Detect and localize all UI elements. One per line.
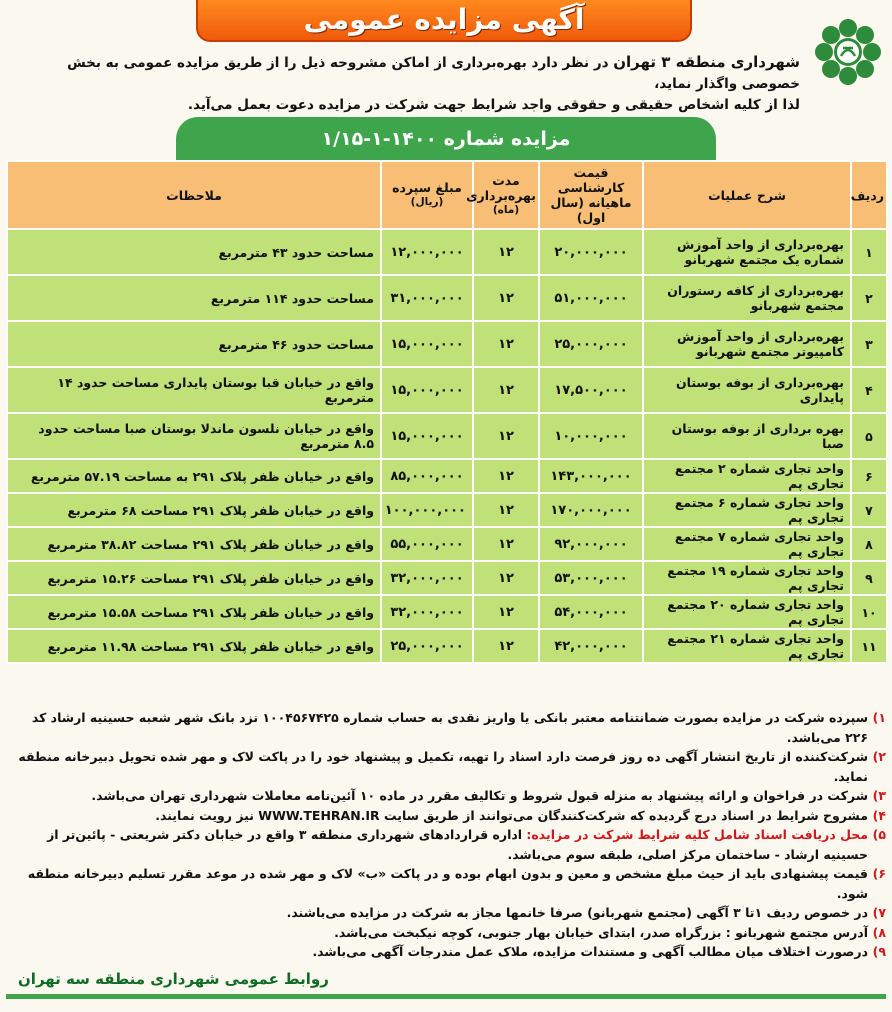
row-description: بهره‌برداری از کافه رستوران مجتمع شهربانو (643, 275, 851, 321)
condition-item (8, 747, 886, 786)
row-description: بهره برداری از بوفه بوستان صبا (643, 413, 851, 459)
tehran-municipality-logo (810, 14, 886, 90)
condition-body: سپرده شرکت در مزایده بصورت ضمانتنامه معتبر بانکی یا واریز نقدی به حساب شماره ۱۰۰۴۵۶۷۴۲۵ نزد بانک شهر شعبه حسینیه ارشاد کد ۲۲۶ می‌باشد. (31, 710, 868, 745)
row-deposit: ۲۵,۰۰۰,۰۰۰ (381, 629, 473, 663)
header-price: قیمت کارشناسی ماهیانه (سال اول) (539, 161, 643, 229)
row-duration: ۱۲ (473, 493, 539, 527)
conditions-list (8, 708, 886, 962)
condition-number: ۱) (872, 710, 886, 725)
table-row (7, 229, 887, 275)
row-number: ۴ (851, 367, 887, 413)
row-price: ۲۰,۰۰۰,۰۰۰ (539, 229, 643, 275)
row-deposit: ۱۰۰,۰۰۰,۰۰۰ (381, 493, 473, 527)
row-number: ۷ (851, 493, 887, 527)
row-duration: ۱۲ (473, 629, 539, 663)
row-price: ۱۴۳,۰۰۰,۰۰۰ (539, 459, 643, 493)
condition-text (8, 786, 868, 806)
row-duration: ۱۲ (473, 561, 539, 595)
header-row-number: ردیف (851, 161, 887, 229)
row-price: ۱۷,۵۰۰,۰۰۰ (539, 367, 643, 413)
condition-body: شرکت‌کننده از تاریخ انتشار آگهی ده روز فرصت دارد اسناد را تهیه، تکمیل و پیشنهاد خود را در پاکت لاک و مهر شده تحویل دبیرخانه منطقه نماید. (18, 749, 868, 784)
intro-line1: در نظر دارد بهره‌برداری از اماکن مشروحه ذیل را از طریق مزایده عمومی به بخش خصوصی واگذار نماید، (67, 55, 800, 92)
row-price: ۵۱,۰۰۰,۰۰۰ (539, 275, 643, 321)
condition-item (8, 786, 886, 806)
footer-bar (6, 994, 886, 999)
intro-org: شهرداری منطقه ۳ تهران (613, 53, 800, 71)
row-description: واحد تجاری شماره ۲ مجتمع تجاری پم (643, 459, 851, 493)
row-number: ۳ (851, 321, 887, 367)
row-description: واحد تجاری شماره ۱۹ مجتمع تجاری پم (643, 561, 851, 595)
condition-number: ۷) (872, 905, 886, 920)
condition-body: مشروح شرایط در اسناد درج گردیده که شرکت‌کنندگان می‌توانند از طریق سایت WWW.TEHRAN.IR نیز رویت نمایند. (155, 807, 868, 823)
condition-item (8, 864, 886, 903)
condition-text (8, 864, 868, 903)
notice-banner (196, 0, 692, 42)
condition-text (8, 923, 868, 943)
condition-text (8, 747, 868, 786)
condition-text (8, 942, 868, 962)
row-description: بهره‌برداری از واحد آموزش کامپیوتر مجتمع شهربانو (643, 321, 851, 367)
row-price: ۱۰,۰۰۰,۰۰۰ (539, 413, 643, 459)
condition-item (8, 923, 886, 943)
row-deposit: ۱۵,۰۰۰,۰۰۰ (381, 413, 473, 459)
row-note: مساحت حدود ۴۶ مترمربع (7, 321, 381, 367)
row-number: ۱۰ (851, 595, 887, 629)
row-description: بهره‌برداری از بوفه بوستان پایداری (643, 367, 851, 413)
table-row (7, 367, 887, 413)
row-note: مساحت حدود ۴۳ مترمربع (7, 229, 381, 275)
row-duration: ۱۲ (473, 367, 539, 413)
condition-body: شرکت در فراخوان و ارائه پیشنهاد به منزله قبول شروط و تکالیف مقرر در ماده ۱۰ آئین‌نامه معاملات شهرداری تهران می‌باشد. (91, 788, 868, 803)
row-price: ۵۴,۰۰۰,۰۰۰ (539, 595, 643, 629)
row-number: ۲ (851, 275, 887, 321)
condition-text (8, 806, 868, 826)
condition-body: در خصوص ردیف ۱تا ۳ آگهی (مجتمع شهربانو) صرفا خانمها مجاز به شرکت در مزایده می‌باشند. (286, 905, 868, 920)
row-duration: ۱۲ (473, 275, 539, 321)
condition-number: ۲) (872, 749, 886, 764)
auction-number: مزایده شماره ۱۴۰۰-۱-۱/۱۵ (321, 128, 571, 150)
intro-text (10, 52, 800, 116)
row-note: واقع در خیابان ظفر پلاک ۲۹۱ مساحت ۶۸ مترمربع (7, 493, 381, 527)
header-duration: مدت بهره‌برداری (ماه) (473, 161, 539, 229)
row-note: مساحت حدود ۱۱۴ مترمربع (7, 275, 381, 321)
condition-body: آدرس مجتمع شهربانو : بزرگراه صدر، ابتدای خیابان بهار جنوبی، کوچه نیکبخت می‌باشد. (334, 924, 868, 940)
row-number: ۵ (851, 413, 887, 459)
row-deposit: ۳۲,۰۰۰,۰۰۰ (381, 561, 473, 595)
notice-title: آگهی مزایده عمومی (303, 3, 585, 36)
condition-number: ۴) (872, 807, 886, 823)
condition-text (8, 825, 868, 864)
row-number: ۶ (851, 459, 887, 493)
header-description: شرح عملیات (643, 161, 851, 229)
row-duration: ۱۲ (473, 413, 539, 459)
table-row (7, 527, 887, 561)
condition-number: ۸) (872, 924, 886, 940)
row-description: واحد تجاری شماره ۶ مجتمع تجاری پم (643, 493, 851, 527)
table-row (7, 629, 887, 663)
row-description: واحد تجاری شماره ۲۱ مجتمع تجاری پم (643, 629, 851, 663)
row-note: واقع در خیابان نلسون ماندلا بوستان صبا مساحت حدود ۸.۵ مترمربع (7, 413, 381, 459)
row-deposit: ۵۵,۰۰۰,۰۰۰ (381, 527, 473, 561)
row-note: واقع در خیابان ظفر پلاک ۲۹۱ مساحت ۳۸.۸۲ مترمربع (7, 527, 381, 561)
row-duration: ۱۲ (473, 229, 539, 275)
table-row (7, 561, 887, 595)
row-number: ۱ (851, 229, 887, 275)
row-duration: ۱۲ (473, 527, 539, 561)
table-row (7, 595, 887, 629)
row-description: واحد تجاری شماره ۲۰ مجتمع تجاری پم (643, 595, 851, 629)
row-note: واقع در خیابان ظفر پلاک ۲۹۱ مساحت ۱۵.۵۸ مترمربع (7, 595, 381, 629)
row-deposit: ۱۵,۰۰۰,۰۰۰ (381, 321, 473, 367)
row-duration: ۱۲ (473, 321, 539, 367)
condition-item (8, 825, 886, 864)
footer-signature: روابط عمومی شهرداری منطقه سه تهران (18, 970, 329, 988)
row-number: ۱۱ (851, 629, 887, 663)
condition-number: ۶) (872, 866, 886, 881)
table-header-row (7, 161, 887, 229)
table-row (7, 413, 887, 459)
row-deposit: ۱۵,۰۰۰,۰۰۰ (381, 367, 473, 413)
row-note: واقع در خیابان ظفر پلاک ۲۹۱ به مساحت ۵۷.۱۹ مترمربع (7, 459, 381, 493)
condition-number: ۹) (872, 944, 886, 959)
row-number: ۹ (851, 561, 887, 595)
auction-table (6, 160, 888, 664)
condition-text (8, 903, 868, 923)
condition-item (8, 708, 886, 747)
header-deposit: مبلغ سپرده (ریال) (381, 161, 473, 229)
row-price: ۹۲,۰۰۰,۰۰۰ (539, 527, 643, 561)
row-price: ۲۵,۰۰۰,۰۰۰ (539, 321, 643, 367)
row-note: واقع در خیابان قبا بوستان پایداری مساحت حدود ۱۴ مترمربع (7, 367, 381, 413)
condition-body: قیمت پیشنهادی باید از حیث مبلغ مشخص و معین و بدون ابهام بوده و در پاکت «ب» لاک و مهر شده در موعد مقرر تسلیم دبیرخانه منطقه شود. (27, 866, 868, 901)
row-duration: ۱۲ (473, 459, 539, 493)
table-row (7, 493, 887, 527)
row-description: واحد تجاری شماره ۷ مجتمع تجاری پم (643, 527, 851, 561)
header-notes: ملاحظات (7, 161, 381, 229)
row-deposit: ۱۲,۰۰۰,۰۰۰ (381, 229, 473, 275)
table-row (7, 321, 887, 367)
condition-item (8, 942, 886, 962)
row-price: ۴۲,۰۰۰,۰۰۰ (539, 629, 643, 663)
intro-line2: لذا از کلیه اشخاص حقیقی و حقوقی واجد شرایط جهت شرکت در مزایده دعوت بعمل می‌آید. (187, 97, 800, 113)
table-row (7, 459, 887, 493)
condition-text (8, 708, 868, 747)
condition-item (8, 806, 886, 826)
condition-body: اداره قراردادهای شهرداری منطقه ۳ واقع در خیابان دکتر شریعتی - پائین‌تر از حسینیه ارشاد - ساختمان مرکز اصلی، طبقه سوم می‌باشد. (47, 827, 868, 862)
row-deposit: ۳۱,۰۰۰,۰۰۰ (381, 275, 473, 321)
row-number: ۸ (851, 527, 887, 561)
row-note: واقع در خیابان ظفر پلاک ۲۹۱ مساحت ۱۱.۹۸ مترمربع (7, 629, 381, 663)
table-row (7, 275, 887, 321)
row-description: بهره‌برداری از واحد آموزش شماره یک مجتمع شهربانو (643, 229, 851, 275)
condition-body: درصورت اختلاف میان مطالب آگهی و مستندات مزایده، ملاک عمل مندرجات آگهی می‌باشد. (312, 944, 868, 959)
condition-highlight: محل دریافت اسناد شامل کلیه شرایط شرکت در مزایده: (522, 827, 868, 842)
row-price: ۵۳,۰۰۰,۰۰۰ (539, 561, 643, 595)
row-price: ۱۷۰,۰۰۰,۰۰۰ (539, 493, 643, 527)
condition-item (8, 903, 886, 923)
row-deposit: ۸۵,۰۰۰,۰۰۰ (381, 459, 473, 493)
condition-number: ۳) (872, 788, 886, 803)
condition-number: ۵) (872, 827, 886, 842)
auction-number-banner (176, 117, 716, 161)
row-deposit: ۳۲,۰۰۰,۰۰۰ (381, 595, 473, 629)
row-duration: ۱۲ (473, 595, 539, 629)
row-note: واقع در خیابان ظفر پلاک ۲۹۱ مساحت ۱۵.۲۶ مترمربع (7, 561, 381, 595)
